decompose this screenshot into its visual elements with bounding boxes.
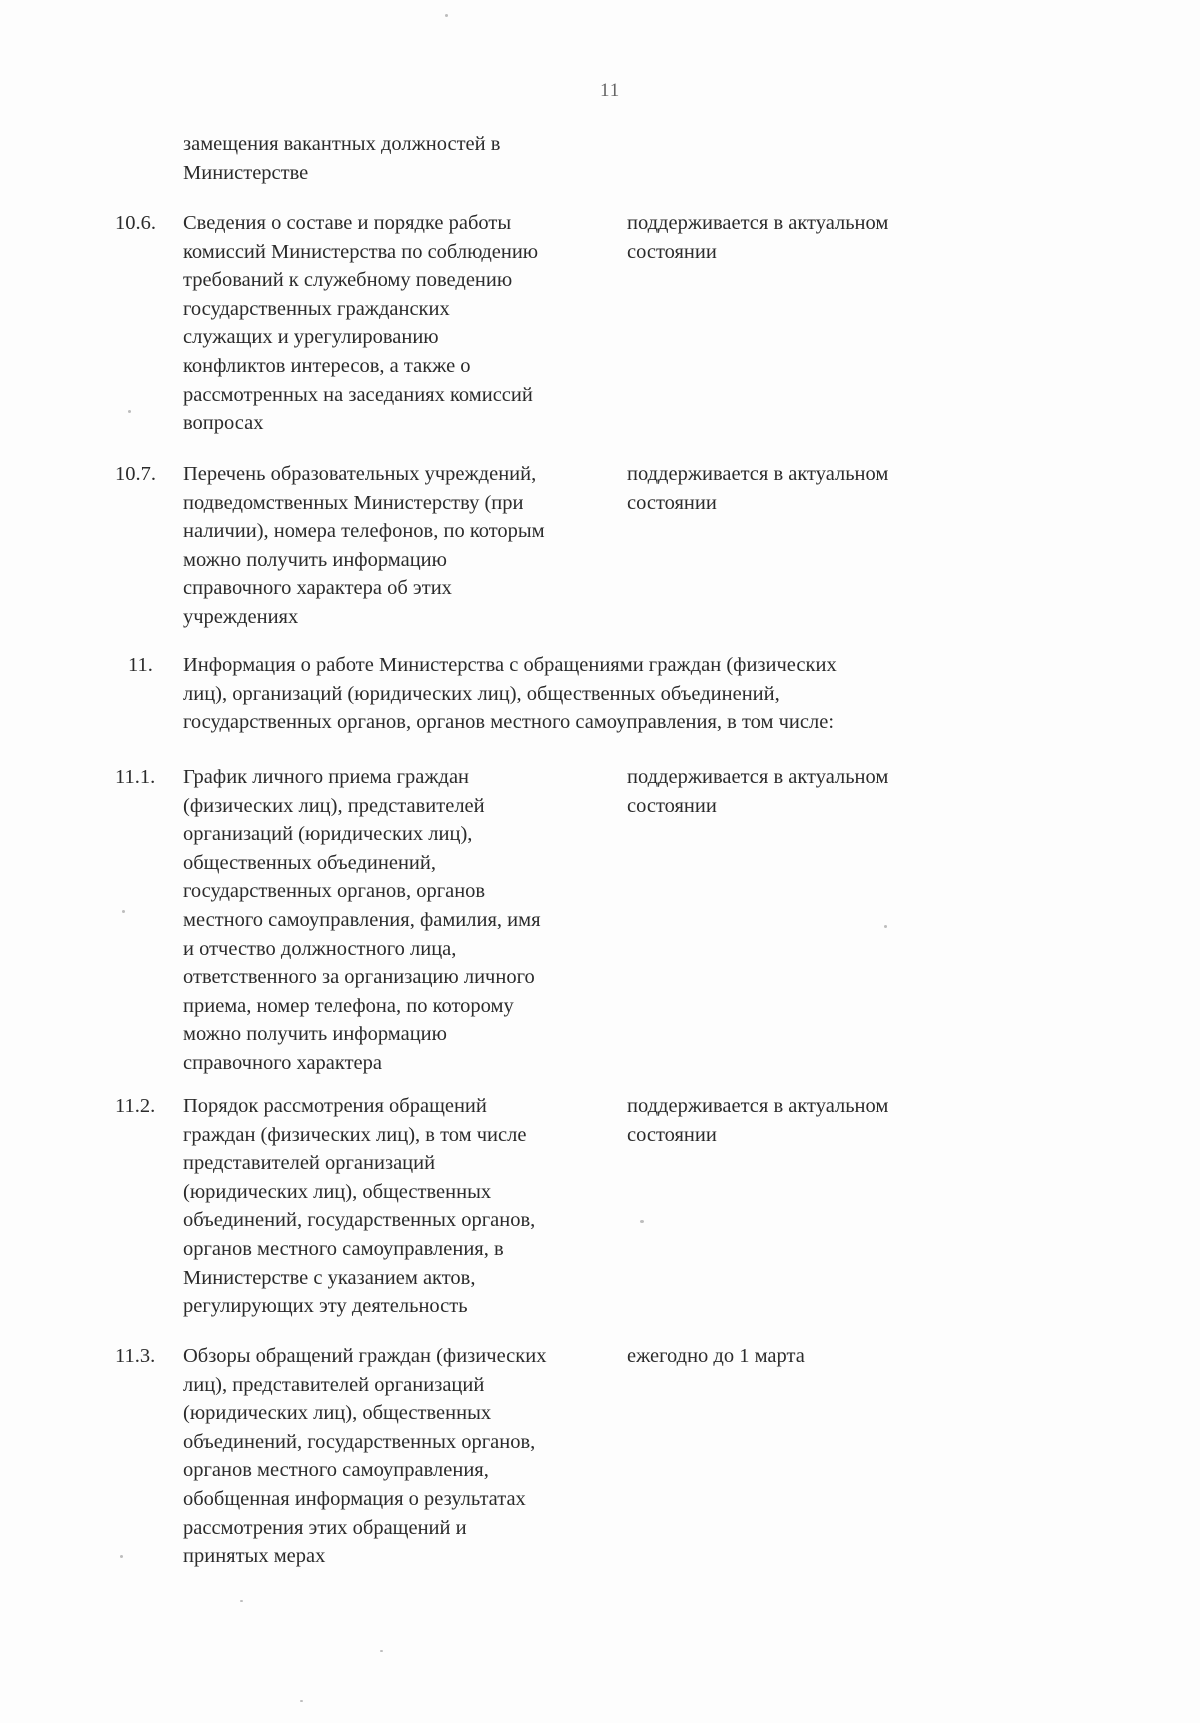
scan-speck — [240, 1600, 243, 1602]
item-description: График личного приема граждан (физических лиц), представителей организаций (юридических лиц), общественных объединений, государственных органов, органов местного самоуправления, фамилия, имя и отчество должностного лица, ответственного за организацию личного приема, номер телефона, по которому можно получить информацию справочного характера — [183, 766, 541, 1074]
item-description: Сведения о составе и порядке работы комиссий Министерства по соблюдению требований к служебному поведению государственных гражданских служащих и урегулированию конфликтов интересов, а также о рассмотренных на заседаниях комиссий вопросах — [183, 212, 539, 435]
scan-speck — [445, 14, 448, 17]
item-status: поддерживается в актуальном состоянии — [627, 1095, 889, 1146]
scan-speck — [640, 1220, 644, 1223]
item-status: поддерживается в актуальном состоянии — [627, 212, 889, 263]
item-description: Обзоры обращений граждан (физических лиц), представителей организаций (юридических лиц), общественных объединений, государственных органов, органов местного самоуправления, обобщенная информация о результатах рассмотрения этих обращений и принятых мерах — [183, 1345, 547, 1568]
item-number: 10.7. — [115, 463, 156, 485]
scan-speck — [884, 925, 887, 928]
scan-speck — [122, 910, 125, 913]
item-number: 11.2. — [115, 1095, 156, 1117]
section-number: 11. — [128, 654, 153, 676]
item-number: 11.3. — [115, 1345, 156, 1367]
scan-speck — [300, 1700, 303, 1702]
item-number: 10.6. — [115, 212, 156, 234]
item-description: Перечень образовательных учреждений, подведомственных Министерству (при наличии), номера телефонов, по которым можно получить информацию справочного характера об этих учреждениях — [183, 463, 545, 628]
item-number: 11.1. — [115, 766, 156, 788]
item-status: поддерживается в актуальном состоянии — [627, 766, 889, 817]
scan-speck — [128, 410, 131, 413]
scan-speck — [120, 1555, 123, 1558]
item-status: ежегодно до 1 марта — [627, 1345, 805, 1367]
section-text: Информация о работе Министерства с обращениями граждан (физических лиц), организаций (юридических лиц), общественных объединений, государственных органов, органов местного самоуправления, в том числе: — [183, 654, 837, 734]
item-description: Порядок рассмотрения обращений граждан (физических лиц), в том числе представителей организаций (юридических лиц), общественных объединений, государственных органов, органов местного самоуправления, в Министерстве с указанием актов, регулирующих эту деятельность — [183, 1095, 536, 1318]
scan-speck — [380, 1650, 383, 1652]
continuation-description: замещения вакантных должностей в Министерстве — [183, 133, 501, 184]
item-status: поддерживается в актуальном состоянии — [627, 463, 889, 514]
page-number: 11 — [600, 80, 621, 101]
